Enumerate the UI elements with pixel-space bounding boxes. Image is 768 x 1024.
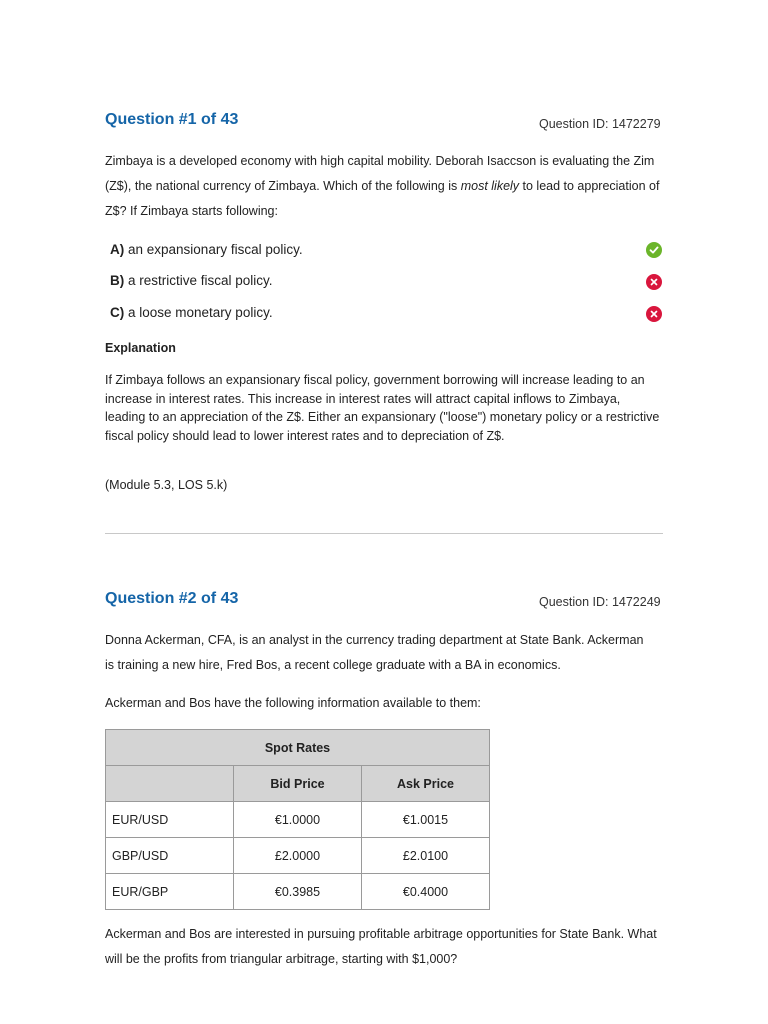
question-1-title: Question #1 of 43 xyxy=(105,111,239,128)
table-header-row xyxy=(106,766,490,802)
table-title: Spot Rates xyxy=(106,730,490,766)
table-row xyxy=(106,838,490,874)
table-header xyxy=(106,766,234,802)
explanation-text: If Zimbaya follows an expansionary fiscal policy, government borrowing will increase leading to an increase in interest rates. This increase in interest rates will attract capital inflows to Zimbaya, leading to an appreciation of the Z$. Either an expansionary ("loose") monetary policy or a restrictive fiscal policy should lead to lower interest rates and to depreciation of Z$. xyxy=(105,373,660,443)
answer-b[interactable]: B) a restrictive fiscal policy. xyxy=(110,273,273,288)
table-cell: £2.0100 xyxy=(362,838,490,874)
question-1-id: Question ID: 1472279 xyxy=(539,117,661,131)
table-cell: £2.0000 xyxy=(234,838,362,874)
table-cell: EUR/GBP xyxy=(106,874,234,910)
table-title-row xyxy=(106,730,490,766)
answer-a[interactable]: A) an expansionary fiscal policy. xyxy=(110,242,303,257)
question-2-title: Question #2 of 43 xyxy=(105,590,239,607)
table-cell: €0.3985 xyxy=(234,874,362,910)
x-circle-icon xyxy=(646,306,662,322)
table-header: Bid Price xyxy=(234,766,362,802)
table-row xyxy=(106,874,490,910)
table-row xyxy=(106,802,490,838)
explanation-heading: Explanation xyxy=(105,341,176,355)
question-2-intro: Donna Ackerman, CFA, is an analyst in the currency trading department at State Bank. Ackerman is training a new hire, Fred Bos, a recent college graduate with a BA in economics. xyxy=(105,633,644,672)
question-2-prompt: Ackerman and Bos are interested in pursuing profitable arbitrage opportunities for State Bank. What will be the profits from triangular arbitrage, starting with $1,000? xyxy=(105,927,657,966)
table-header: Ask Price xyxy=(362,766,490,802)
question-1-stem: Zimbaya is a developed economy with high capital mobility. Deborah Isaccson is evaluating the Zim (Z$), the national currency of Zimbaya. Which of the following is most likely to lead to appreciation of Z$? If Zimbaya starts following: xyxy=(105,154,660,218)
answer-c[interactable]: C) a loose monetary policy. xyxy=(110,305,273,320)
question-2-info: Ackerman and Bos have the following information available to them: xyxy=(105,696,481,710)
question-2-id: Question ID: 1472249 xyxy=(539,595,661,609)
table-cell: €1.0015 xyxy=(362,802,490,838)
question-divider xyxy=(105,533,663,534)
table-cell: EUR/USD xyxy=(106,802,234,838)
explanation-reference: (Module 5.3, LOS 5.k) xyxy=(105,478,228,492)
check-circle-icon xyxy=(646,242,662,258)
table-cell: €0.4000 xyxy=(362,874,490,910)
spot-rates-table xyxy=(105,729,490,910)
table-cell: €1.0000 xyxy=(234,802,362,838)
x-circle-icon xyxy=(646,274,662,290)
table-cell: GBP/USD xyxy=(106,838,234,874)
